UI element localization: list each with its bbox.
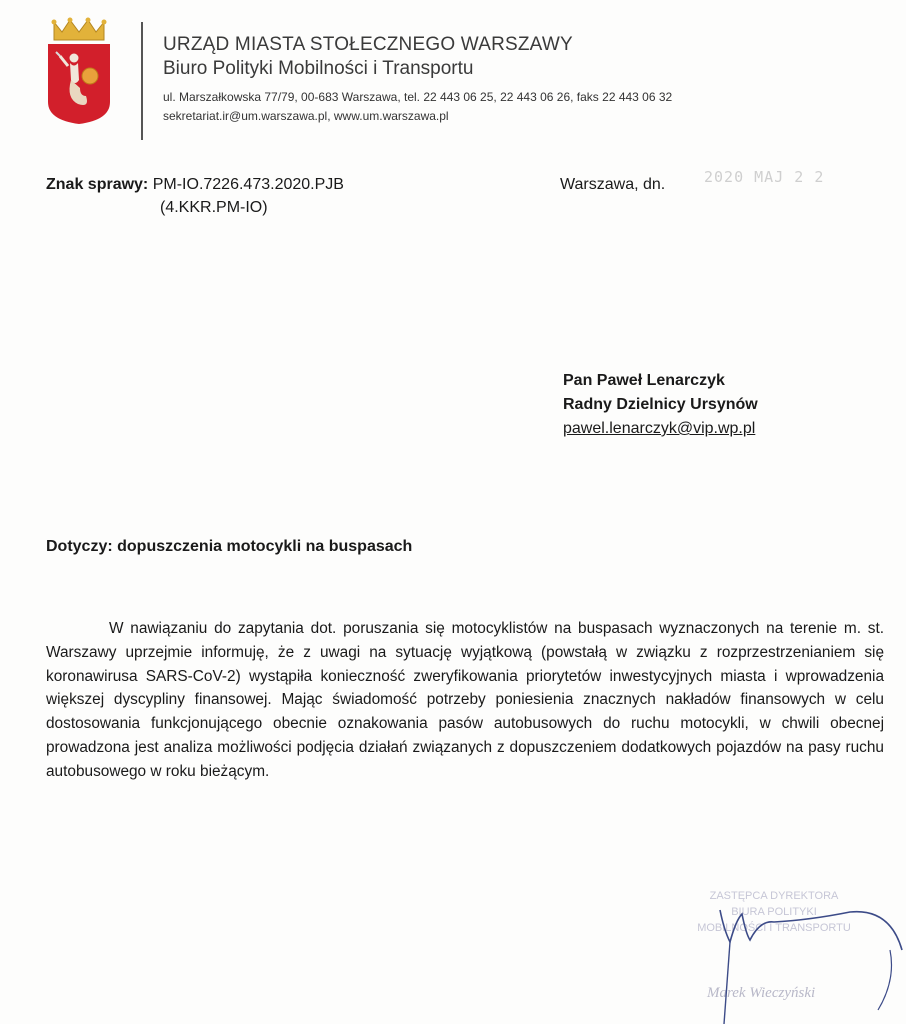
case-reference-number: PM-IO.7226.473.2020.PJB [152,176,344,193]
office-name: URZĄD MIASTA STOŁECZNEGO WARSZAWY [163,34,573,55]
case-reference-subnumber: (4.KKR.PM-IO) [160,199,268,216]
office-address: ul. Marszałkowska 77/79, 00-683 Warszawa, tel. 22 443 06 25, 22 443 06 26, faks 22 443 06 32 [163,90,673,104]
letter-body: W nawiązaniu do zapytania dot. poruszania się motocyklistów na buspasach wyznaczonych na terenie m. st. Warszawy uprzejmie informuję, że z uwagi na sytuację wyjątkową (powstałą w związku z rozprzestrzenianiem się koronawirusa SARS-CoV-2) wystąpiła konieczność zweryfikowania priorytetów inwestycyjnych miasta i wprowadzenia większej dyscypliny finansowej. Mając świadomość potrzeby poniesienia znacznych nakładów finansowych w celu dostosowania funkcjonującego obecnie oznakowania pasów autobusowych do ruchu motocykli, w chwili obecnej prowadzona jest analiza możliwości podjęcia działań związanych z dopuszczeniem dodatkowych pojazdów na pasy ruchu autobusowego w roku bieżącym. [46,620,884,780]
recipient-block [563,369,758,441]
recipient-title: Radny Dzielnicy Ursynów [563,396,758,413]
bureau-name: Biuro Polityki Mobilności i Transportu [163,58,474,79]
handwritten-signature [690,890,906,1024]
letterhead [163,33,672,126]
office-contact: sekretariat.ir@um.warszawa.pl, www.um.warszawa.pl [163,109,449,123]
letter-date-place: Warszawa, dn. [560,176,666,193]
signatory-name: Marek Wieczyński [707,985,816,1001]
case-reference-label: Znak sprawy: [46,176,149,193]
letter-subject: Dotyczy: dopuszczenia motocykli na buspasach [46,538,413,555]
date-stamp: 2020 MAJ 2 2 [704,168,825,186]
stamp-line-3: MOBILNOŚCI I TRANSPORTU [697,922,851,934]
stamp-line-2: BIURA POLITYKI [731,906,817,918]
letterhead-divider [141,22,143,140]
recipient-email-link[interactable]: pawel.lenarczyk@vip.wp.pl [563,420,756,437]
recipient-name: Pan Paweł Lenarczyk [563,372,725,389]
stamp-line-1: ZASTĘPCA DYREKTORA [709,890,839,902]
warsaw-coat-of-arms-icon [44,16,114,128]
case-reference [46,173,344,219]
